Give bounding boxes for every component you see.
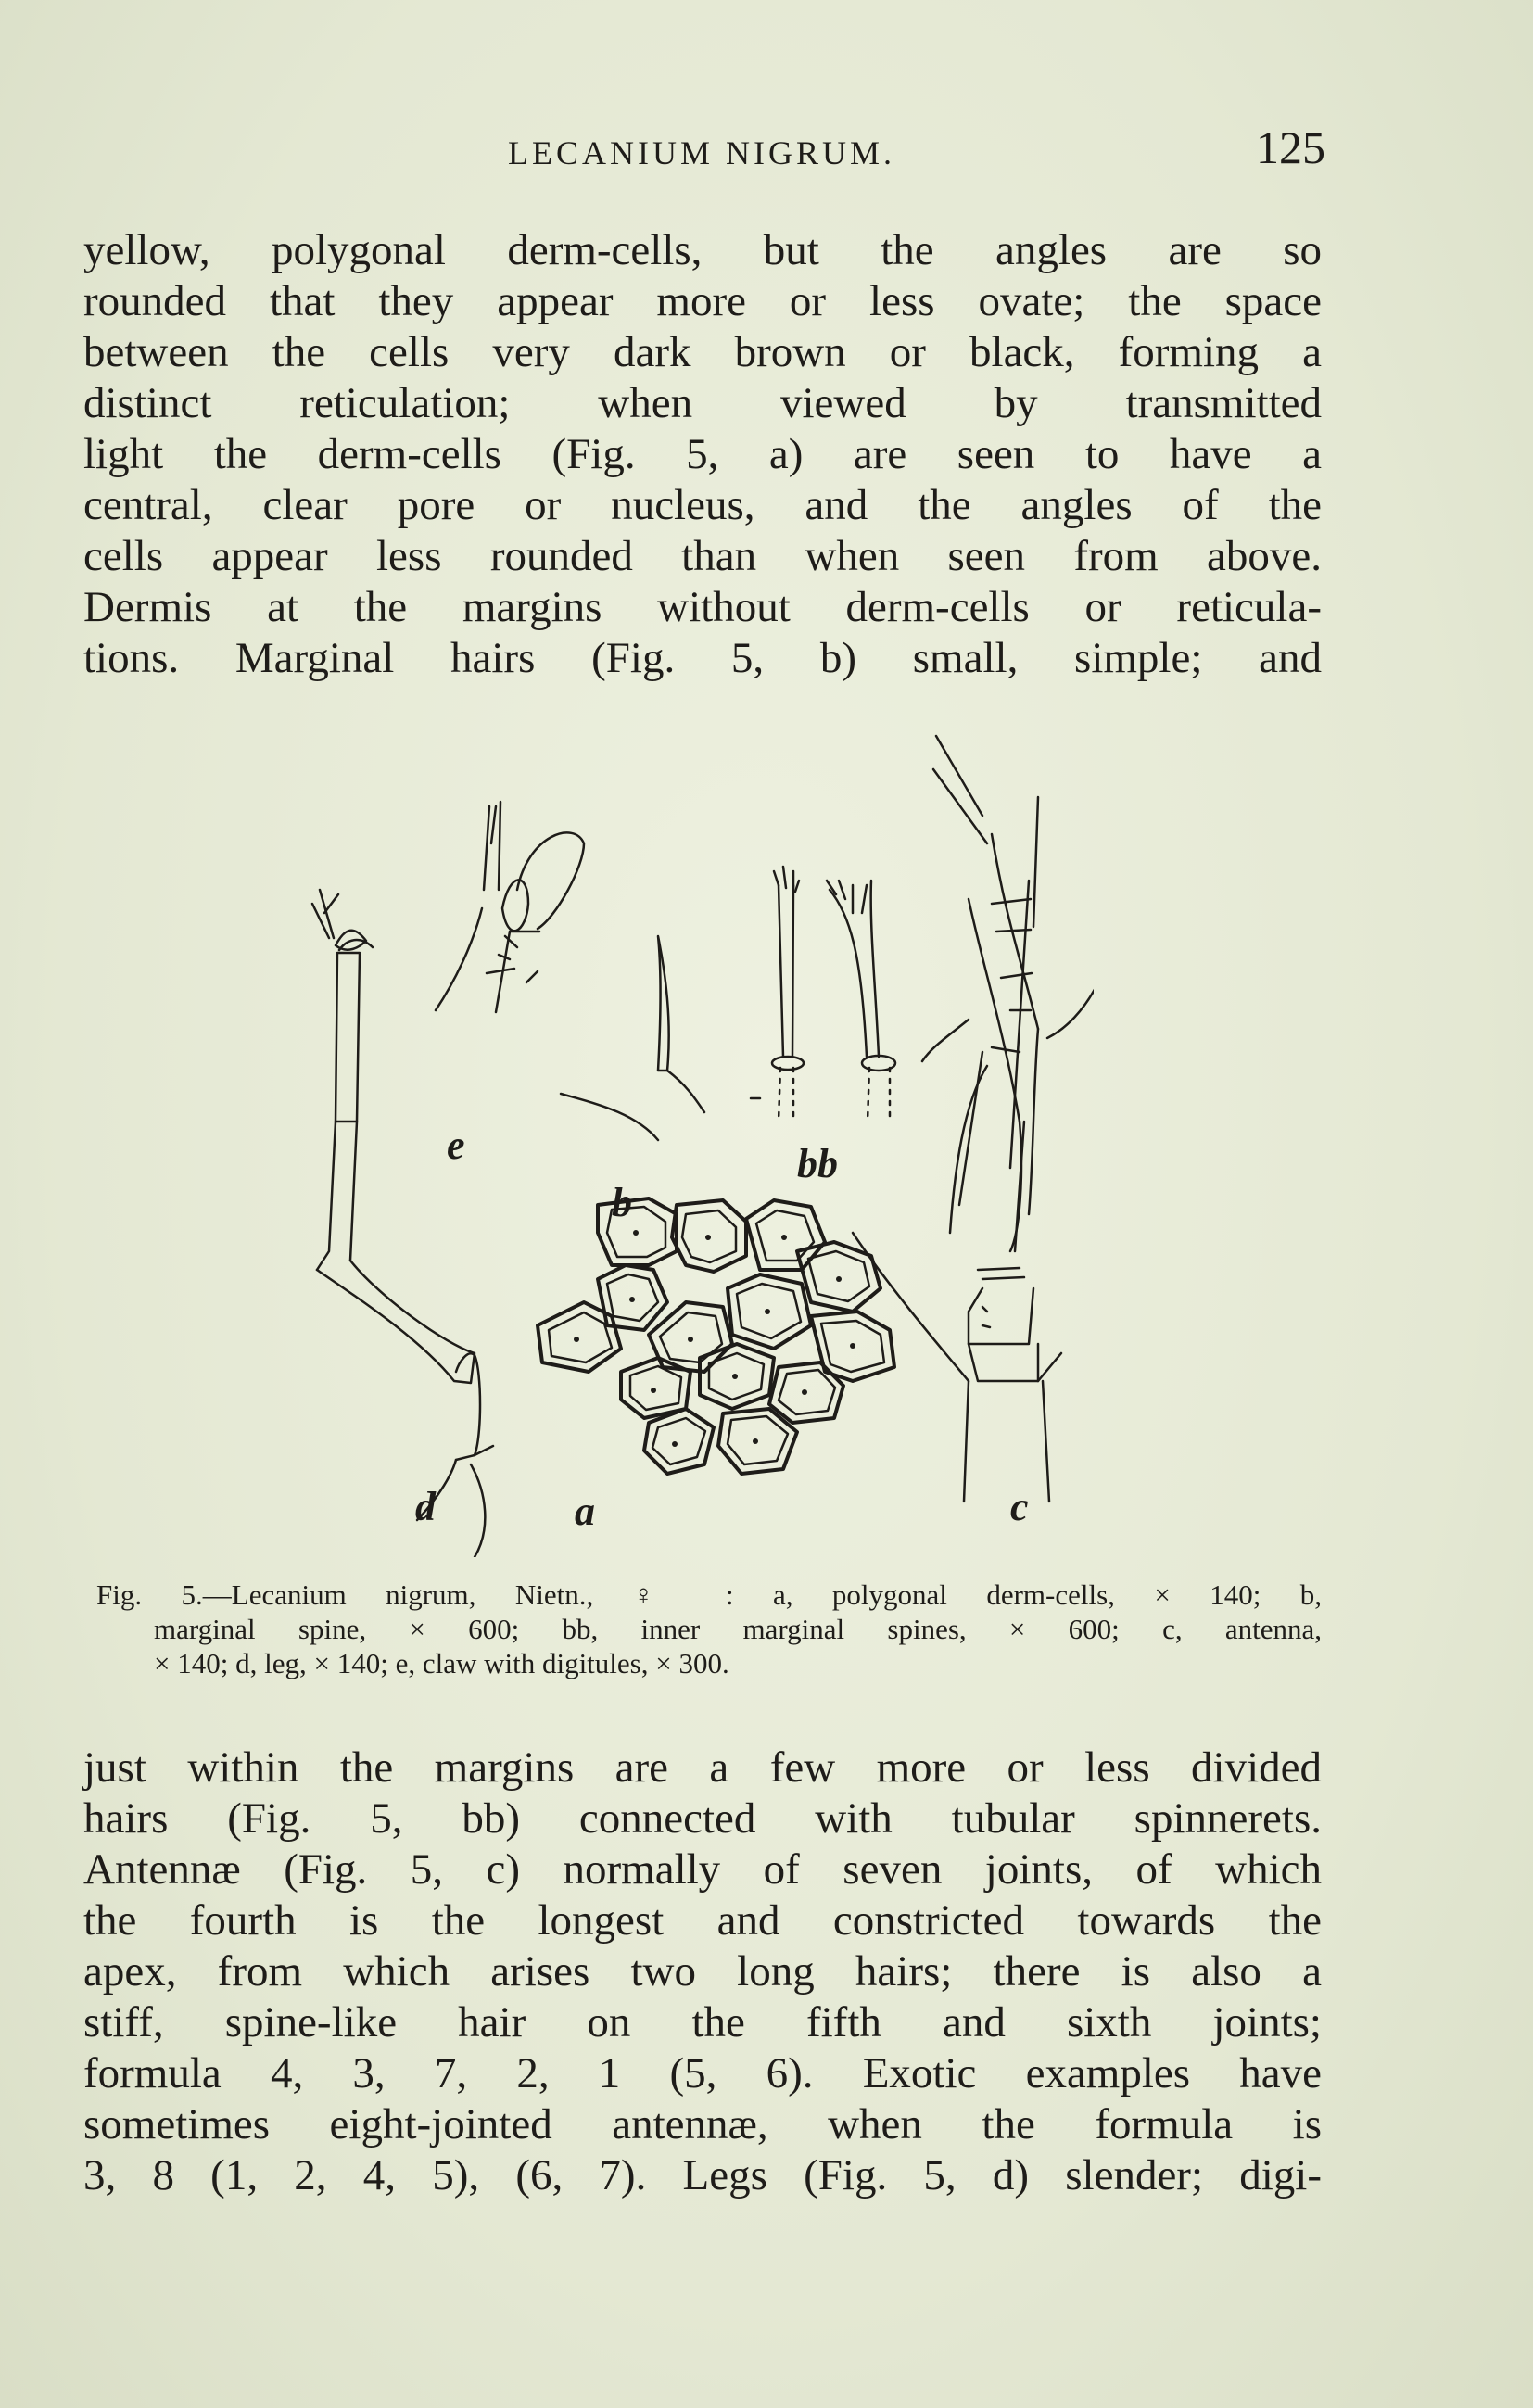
figure-label-e: e — [447, 1122, 465, 1168]
text-line: tions. Marginal hairs (Fig. 5, b) small, simple; and — [83, 634, 1322, 682]
marginal-spine-drawing — [561, 936, 704, 1140]
caption-line: marginal spine, × 600; bb, inner marginal spines, × 600; c, antenna, — [154, 1613, 1322, 1645]
derm-cells-drawing — [538, 1198, 894, 1474]
text-line: between the cells very dark brown or black, forming a — [83, 328, 1322, 376]
figure-label-c: c — [1010, 1484, 1029, 1529]
figure-5 — [278, 732, 1094, 1557]
text-line: hairs (Fig. 5, bb) connected with tubular spinnerets. — [83, 1794, 1322, 1843]
text-line: light the derm-cells (Fig. 5, a) are seen to have a — [83, 430, 1322, 478]
text-line: 3, 8 (1, 2, 4, 5), (6, 7). Legs (Fig. 5, d) slender; digi- — [83, 2151, 1322, 2199]
claw-drawing — [436, 802, 584, 1012]
figure-caption — [96, 1578, 1322, 1680]
text-line: sometimes eight-jointed antennæ, when the formula is — [83, 2100, 1322, 2148]
text-line: rounded that they appear more or less ovate; the space — [83, 277, 1322, 325]
caption-line: Fig. 5.—Lecanium nigrum, Nietn., ♀ : a, polygonal derm-cells, × 140; b, — [96, 1578, 1322, 1611]
caption-line: × 140; d, leg, × 140; e, claw with digitules, × 300. — [154, 1647, 729, 1679]
body-paragraph-2 — [83, 1743, 1322, 2201]
figure-drawing — [278, 732, 1094, 1557]
text-line: just within the margins are a few more or less divided — [83, 1743, 1322, 1792]
text-line: Antennæ (Fig. 5, c) normally of seven joints, of which — [83, 1845, 1322, 1894]
body-paragraph-1 — [83, 225, 1322, 684]
inner-marginal-spines-drawing — [751, 867, 895, 1122]
text-line: central, clear pore or nucleus, and the angles of the — [83, 481, 1322, 529]
cell-nuclei — [574, 1230, 855, 1447]
page-header — [83, 119, 1325, 184]
text-line: stiff, spine-like hair on the fifth and sixth joints; — [83, 1998, 1322, 2047]
page-number: 125 — [1256, 121, 1325, 173]
text-line: the fourth is the longest and constricted towards the — [83, 1896, 1322, 1945]
figure-label-a: a — [575, 1489, 595, 1534]
text-line: yellow, polygonal derm-cells, but the angles are so — [83, 226, 1322, 274]
antenna-drawing — [853, 736, 1094, 1502]
figure-label-d: d — [415, 1484, 436, 1529]
text-line: Dermis at the margins without derm-cells or reticula- — [83, 583, 1322, 631]
figure-label-bb: bb — [797, 1141, 838, 1186]
text-line: apex, from which arises two long hairs; there is also a — [83, 1947, 1322, 1996]
text-line: cells appear less rounded than when seen from above. — [83, 532, 1322, 580]
running-head: LECANIUM NIGRUM. — [508, 134, 895, 171]
text-line: distinct reticulation; when viewed by transmitted — [83, 379, 1322, 427]
figure-label-b: b — [612, 1180, 632, 1225]
text-line: formula 4, 3, 7, 2, 1 (5, 6). Exotic examples have — [83, 2049, 1322, 2097]
leg-drawing — [312, 890, 493, 1557]
